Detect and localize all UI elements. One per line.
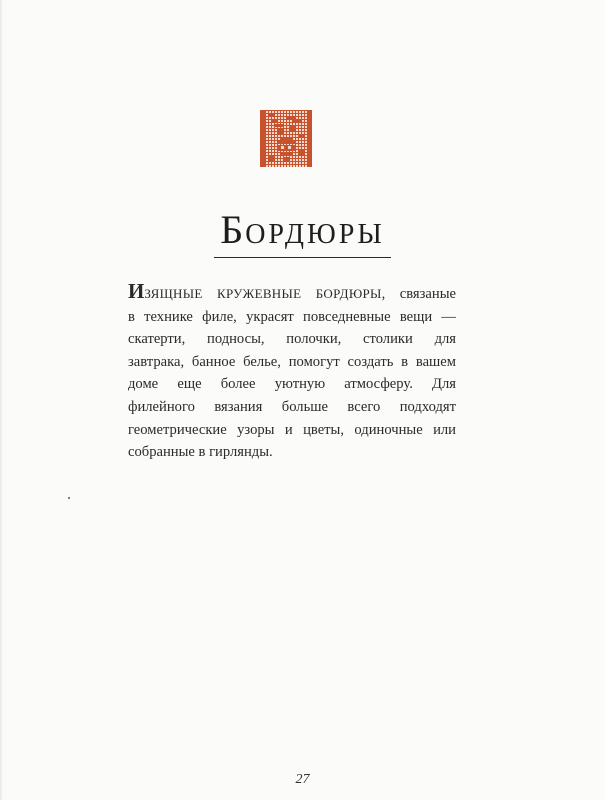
lead-caps: ЗЯЩНЫЕ КРУЖЕВНЫЕ БОРДЮРЫ [144, 286, 382, 301]
body-line: доме еще более уютную атмосферу. Для [128, 376, 456, 393]
page-title-underline [214, 206, 391, 258]
body-line-last: собранные в гирлянды. [128, 444, 273, 461]
title-first-letter: Б [220, 207, 246, 252]
filet-lace-vase-icon [260, 110, 312, 167]
body-line [128, 280, 456, 306]
page-edge [0, 0, 3, 800]
body-line: завтрака, банное белье, помогут создать в вашем [128, 353, 456, 370]
paper-speck [68, 497, 70, 499]
body-line: филейного вязания больше всего подходят [128, 398, 456, 415]
lead-initial: И [128, 279, 145, 303]
body-line: в технике филе, украсят повседневные вещи — [128, 308, 456, 325]
body-paragraph [128, 280, 456, 464]
body-line-text: , связаные [381, 286, 456, 302]
title-rest: ОРДЮРЫ [245, 219, 385, 250]
page-number: 27 [295, 772, 310, 787]
body-line: скатерти, подносы, полочки, столики для [128, 331, 456, 348]
body-line: геометрические узоры и цветы, одиночные или [128, 421, 456, 438]
page-title [0, 206, 605, 258]
